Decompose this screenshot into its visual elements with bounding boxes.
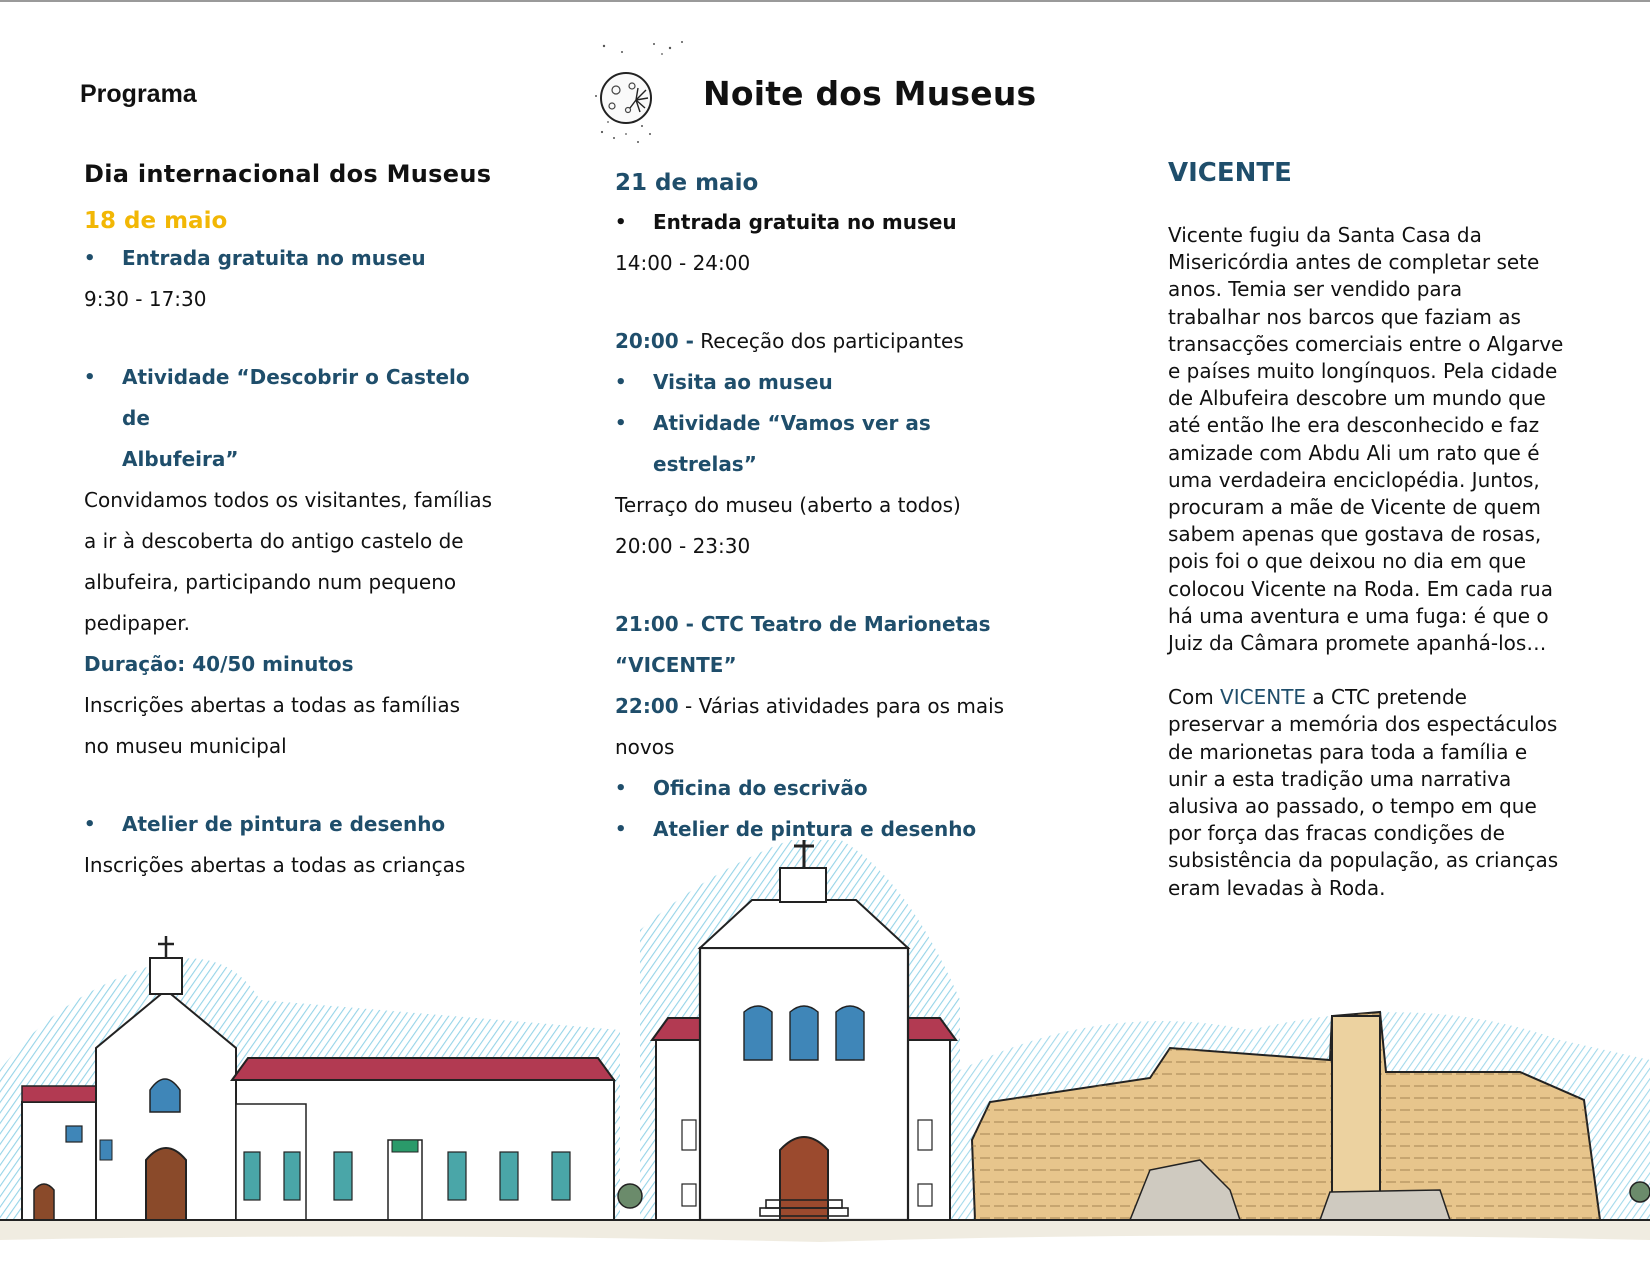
list-item: • Entrada gratuita no museu — [84, 238, 494, 279]
synopsis-paragraph — [1168, 222, 1578, 657]
list-item: • Atelier de pintura e desenho — [615, 809, 1035, 850]
paragraph-line: Misericórdia antes de completar sete — [1168, 250, 1540, 275]
schedule-line: 21:00 - CTC Teatro de Marionetas — [615, 612, 991, 636]
list-item: • Visita ao museu — [615, 362, 1035, 403]
paragraph-line: de marionetas para toda a família e — [1168, 739, 1528, 764]
paragraph-line: colocou Vicente na Roda. Em cada rua — [1168, 576, 1553, 601]
skyline-illustration — [0, 840, 1650, 1275]
paragraph-line: há uma aventura e uma fuga: é que o — [1168, 603, 1549, 628]
paragraph-line: anos. Temia ser vendido para — [1168, 277, 1463, 302]
location-text: Terraço do museu (aberto a todos) — [615, 493, 961, 517]
description-line: Convidamos todos os visitantes, famílias — [84, 488, 493, 512]
paragraph-line: uma verdadeira enciclopédia. Juntos, — [1168, 467, 1540, 492]
description-line: albufeira, participando num pequeno — [84, 570, 457, 594]
description-line: pedipaper. — [84, 611, 190, 635]
show-name: VICENTE — [1220, 685, 1307, 710]
hours-text: 14:00 - 24:00 — [615, 251, 751, 275]
paragraph-line: Juiz da Câmara promete apanhá-los… — [1168, 631, 1547, 656]
paragraph-line: e países muito longínquos. Pela cidade — [1168, 359, 1558, 384]
hours-text: 9:30 - 17:30 — [84, 287, 207, 311]
text-fragment: a CTC pretende — [1306, 685, 1467, 710]
schedule-time: 20:00 - — [615, 329, 694, 353]
hours-text: 20:00 - 23:30 — [615, 534, 751, 558]
top-rule — [0, 0, 1650, 2]
list-item — [84, 357, 494, 480]
registration-line: no museu municipal — [84, 734, 287, 758]
text-fragment: Com — [1168, 685, 1221, 710]
moon-icon — [592, 38, 692, 150]
schedule-time: 22:00 — [615, 694, 679, 718]
activity-line: estrelas” — [653, 452, 757, 476]
paragraph-line: subsistência da população, as crianças — [1168, 848, 1559, 873]
event-date: 18 de maio — [84, 208, 228, 234]
list-item: • Entrada gratuita no museu — [615, 202, 1035, 243]
page-title: Noite dos Museus — [703, 74, 1037, 113]
paragraph-line: trabalhar nos barcos que faziam as — [1168, 304, 1521, 329]
list-item: • Oficina do escrivão — [615, 768, 1035, 809]
section-heading: VICENTE — [1168, 158, 1292, 188]
schedule-line — [615, 321, 1035, 362]
column-day-museums — [84, 160, 494, 886]
schedule-text: Receção dos participantes — [693, 329, 964, 353]
schedule-line — [615, 686, 1035, 727]
programa-label: Programa — [80, 80, 197, 108]
schedule-line: novos — [615, 735, 675, 759]
paragraph-line: pois foi o que deixou no dia em que — [1168, 549, 1527, 574]
event-date: 21 de maio — [615, 170, 759, 196]
list-item — [615, 403, 1035, 485]
paragraph-line: de Albufeira descobre um mundo que — [1168, 386, 1546, 411]
paragraph-line: transacções comerciais entre o Algarve — [1168, 331, 1564, 356]
paragraph-line: até então lhe era desconhecido e faz — [1168, 413, 1540, 438]
paragraph-line: preservar a memória dos espectáculos — [1168, 712, 1558, 737]
description-line: a ir à descoberta do antigo castelo de — [84, 529, 464, 553]
paragraph-line: por força das fracas condições de — [1168, 821, 1505, 846]
paragraph-line: unir a esta tradição uma narrativa — [1168, 766, 1512, 791]
paragraph-line: Vicente fugiu da Santa Casa da — [1168, 223, 1482, 247]
activity-line: Atividade “Vamos ver as — [653, 411, 931, 435]
paragraph-line: sabem apenas que gostava de rosas, — [1168, 522, 1542, 547]
section-heading: Dia internacional dos Museus — [84, 160, 492, 188]
schedule-text: - Várias atividades para os mais — [678, 694, 1005, 718]
registration-line: Inscrições abertas a todas as famílias — [84, 693, 461, 717]
registration-line: Inscrições abertas a todas as crianças — [84, 853, 466, 877]
paragraph-line: procuram a mãe de Vicente de quem — [1168, 495, 1541, 520]
column-museum-night — [615, 170, 1035, 850]
activity-line: Albufeira” — [122, 447, 239, 471]
schedule-line: “VICENTE” — [615, 653, 737, 677]
paragraph-line: eram levadas à Roda. — [1168, 875, 1386, 900]
paragraph-line: alusiva ao passado, o tempo em que — [1168, 794, 1537, 819]
column-vicente — [1168, 158, 1578, 902]
list-item: • Atelier de pintura e desenho — [84, 804, 494, 845]
activity-line: Atividade “Descobrir o Castelo de — [122, 365, 470, 430]
paragraph-line: amizade com Abdu Ali um rato que é — [1168, 440, 1540, 465]
mission-first-line — [1168, 684, 1578, 711]
duration-text: Duração: 40/50 minutos — [84, 652, 354, 676]
